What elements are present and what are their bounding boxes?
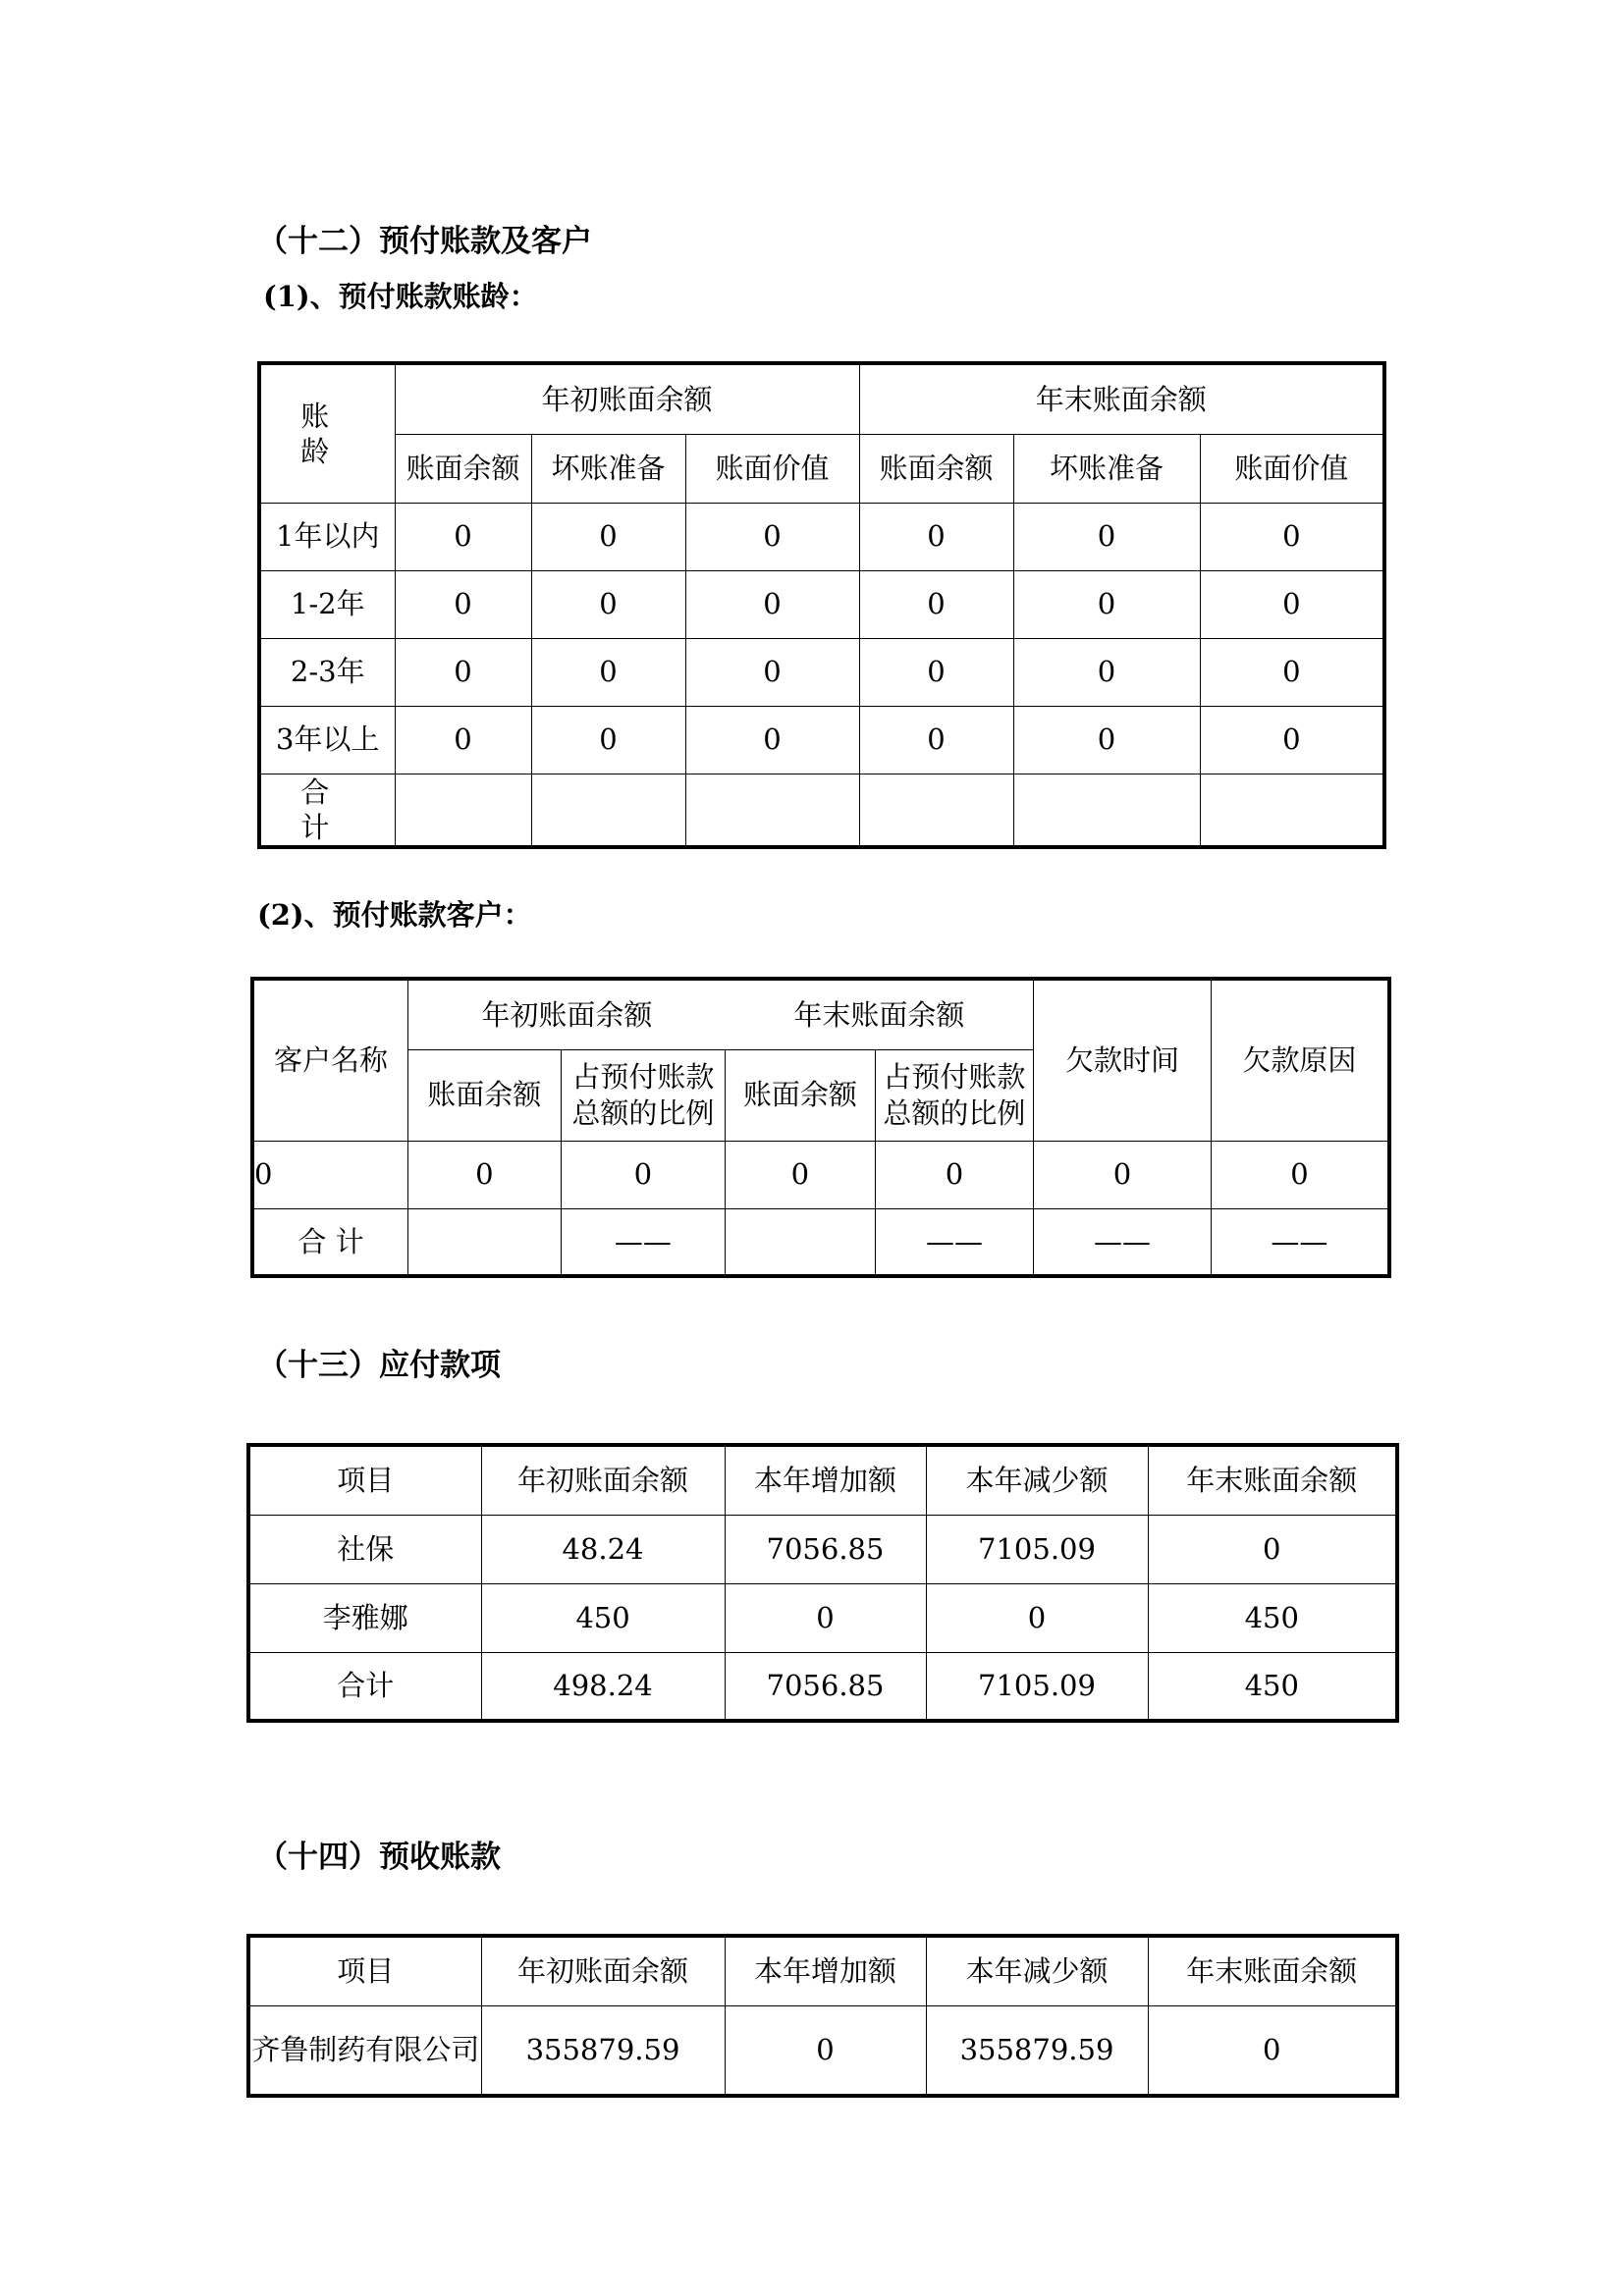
- section-13-title: （十三）应付款项: [257, 1348, 501, 1383]
- table-cell: 0: [531, 570, 685, 638]
- table-cell: 7056.85: [725, 1515, 926, 1583]
- table-cell: ——: [1211, 1208, 1389, 1276]
- table-cell: 450: [1148, 1583, 1397, 1652]
- advance-header: 年末账面余额: [1148, 1936, 1397, 2005]
- table-cell: 7105.09: [926, 1652, 1148, 1721]
- table-cell: 0: [395, 638, 531, 706]
- table-row: [252, 1141, 1389, 1208]
- customer-subheader: 占预付账款总额的比例: [561, 1049, 726, 1141]
- table-cell: 0: [685, 570, 859, 638]
- aging-subheader: 账面余额: [859, 434, 1013, 503]
- table-total-row: [259, 774, 1384, 847]
- aging-subheader: 账面余额: [395, 434, 531, 503]
- table-row: [259, 706, 1384, 774]
- table-cell: [408, 1208, 562, 1276]
- table-cell: 0: [1200, 503, 1384, 570]
- customer-subheader: 账面余额: [408, 1049, 562, 1141]
- aging-row-label: 3年以上: [259, 706, 395, 774]
- table-cell: 0: [561, 1141, 726, 1208]
- aging-table: [257, 361, 1386, 849]
- aging-row-label: 2-3年: [259, 638, 395, 706]
- section-12-title: （十二）预付账款及客户: [257, 224, 592, 259]
- table-cell: 0: [1211, 1141, 1389, 1208]
- table-cell: 0: [859, 706, 1013, 774]
- table-cell: 0: [1013, 638, 1200, 706]
- table-cell: 0: [1013, 503, 1200, 570]
- table-cell: 0: [859, 503, 1013, 570]
- advance-header: 本年增加额: [725, 1936, 926, 2005]
- table-cell: 0: [1013, 706, 1200, 774]
- table-cell: ——: [561, 1208, 726, 1276]
- table-cell: 0: [926, 1583, 1148, 1652]
- customer-group-begin: 年初账面余额: [408, 979, 726, 1049]
- table-cell: 0: [531, 503, 685, 570]
- aging-subtitle: (1)、预付账款账龄：: [263, 280, 538, 313]
- table-row: [248, 1583, 1397, 1652]
- table-cell: 0: [875, 1141, 1034, 1208]
- table-cell: 0: [726, 1141, 876, 1208]
- aging-group-end: 年末账面余额: [859, 363, 1384, 434]
- table-cell: 0: [1200, 638, 1384, 706]
- payables-header: 年末账面余额: [1148, 1445, 1397, 1515]
- payables-table: [246, 1443, 1399, 1723]
- table-cell: 0: [395, 503, 531, 570]
- table-cell: 0: [725, 1583, 926, 1652]
- customer-overdue-reason-header: 欠款原因: [1211, 979, 1389, 1141]
- customer-overdue-time-header: 欠款时间: [1034, 979, 1212, 1141]
- table-cell: [685, 774, 859, 847]
- table-cell: [395, 774, 531, 847]
- table-cell: 450: [1148, 1652, 1397, 1721]
- table-cell: 0: [408, 1141, 562, 1208]
- aging-corner-header: 账 龄: [259, 363, 395, 503]
- table-cell: 0: [1148, 1515, 1397, 1583]
- table-cell: 0: [1200, 706, 1384, 774]
- table-total-row: [252, 1208, 1389, 1276]
- aging-group-begin: 年初账面余额: [395, 363, 859, 434]
- payables-header: 年初账面余额: [481, 1445, 725, 1515]
- table-cell: ——: [875, 1208, 1034, 1276]
- customer-name-cell: 0: [252, 1141, 408, 1208]
- aging-row-label: 1年以内: [259, 503, 395, 570]
- table-cell: [1013, 774, 1200, 847]
- table-cell: 李雅娜: [248, 1583, 481, 1652]
- table-cell: 0: [1148, 2005, 1397, 2096]
- customer-subheader: 账面余额: [726, 1049, 876, 1141]
- table-cell: ——: [1034, 1208, 1212, 1276]
- table-row: [259, 570, 1384, 638]
- table-cell: 社保: [248, 1515, 481, 1583]
- table-cell: 0: [531, 638, 685, 706]
- table-cell: 0: [685, 638, 859, 706]
- table-cell: [531, 774, 685, 847]
- aging-subheader: 坏账准备: [1013, 434, 1200, 503]
- table-cell: [859, 774, 1013, 847]
- table-cell: 355879.59: [926, 2005, 1148, 2096]
- payables-header: 本年减少额: [926, 1445, 1148, 1515]
- table-cell: 450: [481, 1583, 725, 1652]
- table-cell: 0: [1200, 570, 1384, 638]
- table-cell: 498.24: [481, 1652, 725, 1721]
- table-cell: 0: [859, 638, 1013, 706]
- customer-table: [250, 977, 1391, 1278]
- table-cell: 7105.09: [926, 1515, 1148, 1583]
- aging-subheader: 账面价值: [685, 434, 859, 503]
- advance-header: 本年减少额: [926, 1936, 1148, 2005]
- table-row: [259, 638, 1384, 706]
- advance-receipts-table: [246, 1934, 1399, 2098]
- aging-subheader: 坏账准备: [531, 434, 685, 503]
- table-cell: 0: [859, 570, 1013, 638]
- table-cell: 0: [685, 503, 859, 570]
- customer-group-end: 年末账面余额: [726, 979, 1034, 1049]
- customer-subheader: 占预付账款总额的比例: [875, 1049, 1034, 1141]
- table-cell: 合计: [248, 1652, 481, 1721]
- table-cell: 0: [531, 706, 685, 774]
- table-cell: [1200, 774, 1384, 847]
- table-cell: 0: [725, 2005, 926, 2096]
- table-cell: 0: [1013, 570, 1200, 638]
- payables-header: 项目: [248, 1445, 481, 1515]
- table-cell: 355879.59: [481, 2005, 725, 2096]
- table-cell: 48.24: [481, 1515, 725, 1583]
- table-total-row: [248, 1652, 1397, 1721]
- customer-total-label: 合 计: [252, 1208, 408, 1276]
- aging-subheader: 账面价值: [1200, 434, 1384, 503]
- customer-name-header: 客户名称: [252, 979, 408, 1141]
- table-row: [248, 1515, 1397, 1583]
- table-cell: 7056.85: [725, 1652, 926, 1721]
- table-cell: 0: [395, 706, 531, 774]
- aging-total-label: 合 计: [259, 774, 395, 847]
- customer-subtitle: (2)、预付账款客户：: [257, 898, 532, 932]
- table-cell: 齐鲁制药有限公司: [248, 2005, 481, 2096]
- table-cell: 0: [685, 706, 859, 774]
- payables-header: 本年增加额: [725, 1445, 926, 1515]
- aging-row-label: 1-2年: [259, 570, 395, 638]
- advance-header: 年初账面余额: [481, 1936, 725, 2005]
- table-cell: [726, 1208, 876, 1276]
- table-row: [248, 2005, 1397, 2096]
- table-cell: 0: [1034, 1141, 1212, 1208]
- advance-header: 项目: [248, 1936, 481, 2005]
- table-row: [259, 503, 1384, 570]
- section-14-title: （十四）预收账款: [257, 1840, 501, 1875]
- table-cell: 0: [395, 570, 531, 638]
